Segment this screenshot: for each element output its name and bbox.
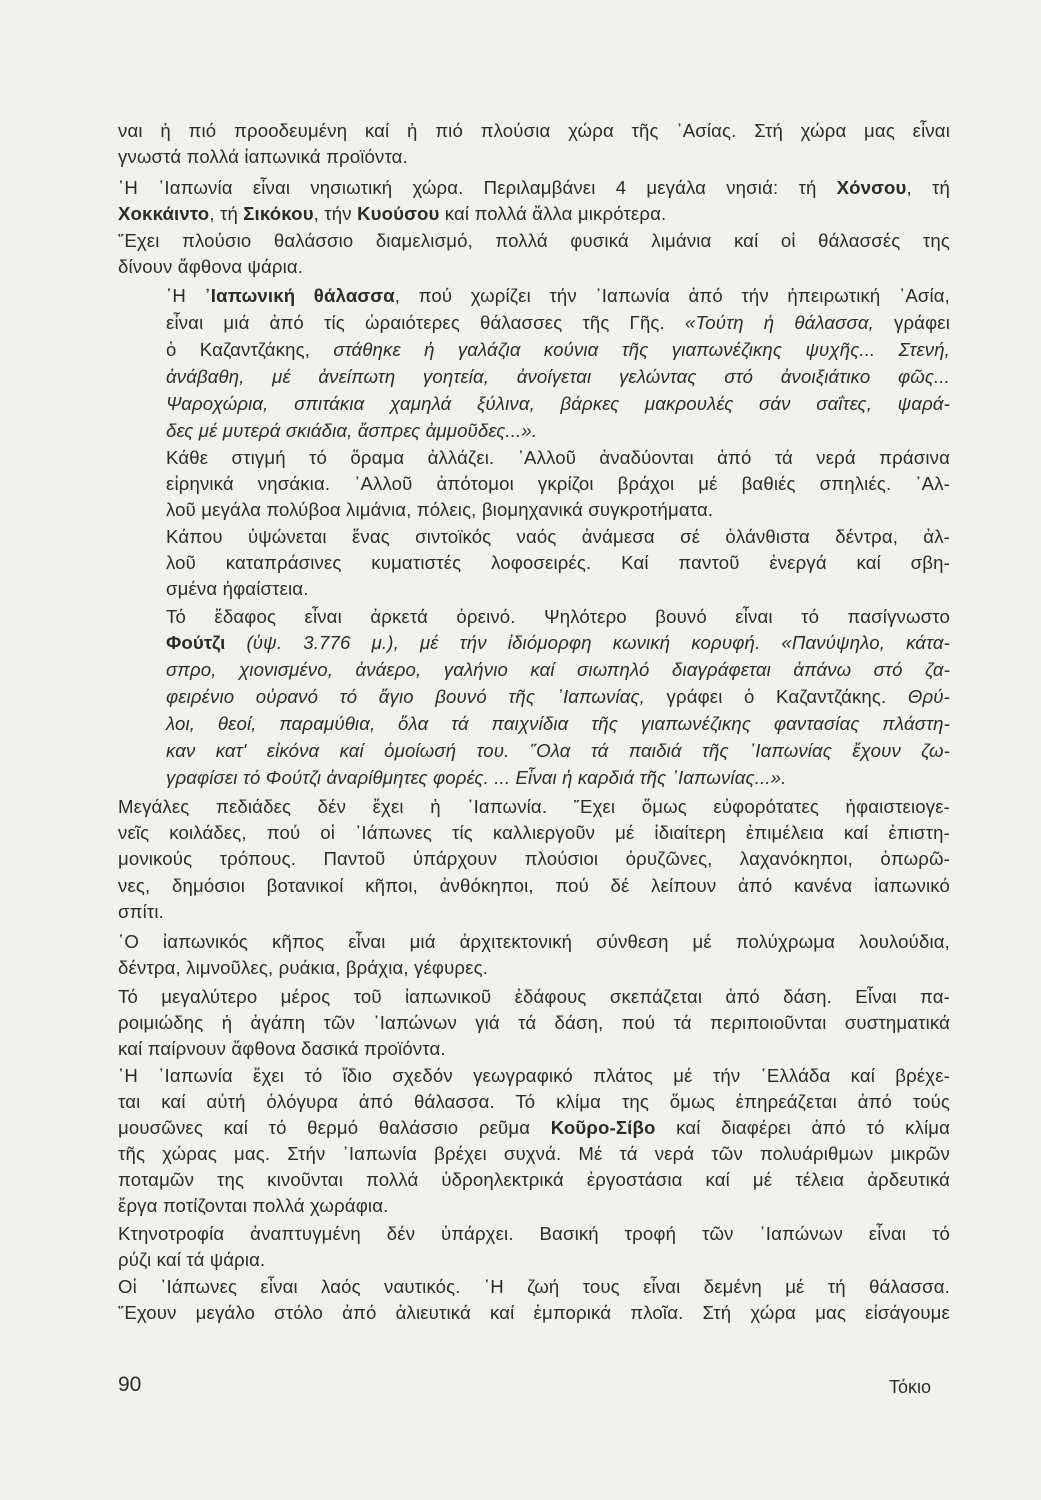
text-run: γνωστά πολλά ἰαπωνικά προϊόντα. [118,146,408,167]
italic-quote: Ψαροχώρια, σπιτάκια χαμηλά ξύλινα, βάρκες μακρουλές σάν σαΐτες, ψαρά- [166,393,950,414]
text-run: , τή [906,177,951,198]
text-line [118,1063,950,1089]
text-line [118,929,950,955]
text-line [118,955,950,981]
text-line [118,1167,950,1193]
text-line [118,254,950,280]
text-line [166,310,950,336]
text-run: καί διαφέρει ἀπό τό κλίμα [655,1117,951,1138]
italic-quote: ἀνάβαθη, μέ ἀνείπωτη γοητεία, ἀνοίγεται γελώντας στό ἀνοιξιάτικο φῶς... [166,366,950,387]
text-run: γράφει [873,312,950,333]
text-line [118,1036,950,1062]
text-line [166,604,950,630]
text-run: Τό ἔδαφος εἶναι ἀρκετά ὀρεινό. Ψηλότερο βουνό εἶναι τό πασίγνωστο [166,606,950,627]
page-number: 90 [118,1373,142,1396]
text-run: τῆς χώρας μας. Στήν ᾿Ιαπωνία βρέχει συχνά. Μέ τά νερά τῶν πολυάριθμων μικρῶν [118,1143,950,1164]
text-run: καί παίρνουν ἄφθονα δασικά προϊόντα. [118,1038,446,1059]
text-line [166,711,950,737]
text-run: ῎Εχουν μεγάλο στόλο ἀπό ἁλιευτικά καί ἐμπορικά πλοῖα. Στή χώρα μας εἰσάγουμε [118,1302,950,1323]
italic-quote: δες μέ μυτερά σκιάδια, ἄσπρες ἀμμοῦδες...». [166,420,538,441]
text-run: ναι ἡ πιό προοδευμένη καί ἡ πιό πλούσια χώρα τῆς ᾿Ασίας. Στή χώρα μας εἶναι [118,120,950,141]
text-run: νεῖς κοιλάδες, πού οἱ ᾿Ιάπωνες τίς καλλιεργοῦν μέ ἰδιαίτερη ἐπιμέλεια καί ἐπιστη- [118,822,950,843]
text-line [166,738,950,764]
running-title: Τόκιο [889,1377,932,1397]
text-run: ῾Ο ἰαπωνικός κῆπος εἶναι μιά ἀρχιτεκτονική σύνθεση μέ πολύχρωμα λουλούδια, [118,931,950,952]
text-line [118,1274,950,1300]
text-run: Τό μεγαλύτερο μέρος τοῦ ἰαπωνικοῦ ἐδάφους σκεπάζεται ἀπό δάση. Εἶναι πα- [118,986,950,1007]
text-line [166,471,950,497]
text-line [118,144,950,170]
italic-quote: φειρένιο οὐρανό τό ἅγιο βουνό τῆς ᾿Ιαπωνίας, [166,686,645,707]
bold-term: Σικόκου [243,203,314,224]
text-line [166,418,950,444]
text-run: σπίτι. [118,901,164,922]
text-run: ῎Εχει πλούσιο θαλάσσιο διαμελισμό, πολλά φυσικά λιμάνια καί οἱ θάλασσές της [118,230,950,251]
text-line [166,364,950,390]
text-line [118,228,950,254]
text-run: μονικούς τρόπους. Παντοῦ ὑπάρχουν πλούσιοι ὀρυζῶνες, λαχανόκηποι, ὀπωρῶ- [118,848,950,869]
text-run: Κτηνοτροφία ἀναπτυγμένη δέν ὑπάρχει. Βασική τροφή τῶν ᾿Ιαπώνων εἶναι τό [118,1223,950,1244]
text-run: Κάθε στιγμή τό ὅραμα ἀλλάζει. ᾿Αλλοῦ ἀναδύονται ἀπό τά νερά πράσινα [166,447,950,468]
text-line [166,497,950,523]
text-run: εἰρηνικά νησάκια. ᾿Αλλοῦ ἀπότομοι γκρίζοι βράχοι μέ βαθιές σπηλιές. ᾿Αλ- [166,473,950,494]
bold-term: ᾿Ιαπωνική θάλασσα [204,285,395,306]
text-run: Μεγάλες πεδιάδες δέν ἔχει ἡ ᾿Ιαπωνία. ῎Εχει ὅμως εὐφορότατες ἡφαιστειογε- [118,796,950,817]
text-line [166,576,950,602]
text-run: νες, δημόσιοι βοτανικοί κῆποι, ἀνθόκηποι, πού δέ λείπουν ἀπό κανένα ἰαπωνικό [118,875,950,896]
text-line [118,201,950,227]
text-line [166,550,950,576]
text-run: ρύζι καί τά ψάρια. [118,1249,266,1270]
text-run: ῾Η ᾿Ιαπωνία εἶναι νησιωτική χώρα. Περιλαμβάνει 4 μεγάλα νησιά: τή [118,177,837,198]
text-line [166,657,950,683]
text-line [166,684,950,710]
bold-term: Κοῦρο-Σίβο [550,1117,656,1138]
text-run: ται καί αὐτή ὁλόγυρα ἀπό θάλασσα. Τό κλίμα της ὅμως ἐπηρεάζεται ἀπό τούς [118,1091,950,1112]
text-run: μουσῶνες καί τό θερμό θαλάσσιο ρεῦμα [118,1117,551,1138]
text-run: ροιμιώδης ἡ ἀγάπη τῶν ᾿Ιαπώνων γιά τά δάση, πού τά περιποιοῦνται συστηματικά [118,1012,950,1033]
italic-quote: καν κατ' εἰκόνα καί ὁμοίωσή του. ῞Ολα τά παιδιά τῆς ᾿Ιαπωνίας ἔχουν ζω- [166,740,950,761]
text-run: ὁ Καζαντζάκης, [166,339,334,360]
italic-quote: γραφίσει τό Φούτζι ἀναρίθμητες φορές. ... Εἶναι ἡ καρδιά τῆς ᾿Ιαπωνίας...». [166,767,787,788]
text-line [118,1300,950,1326]
text-run: , τή [209,203,244,224]
text-line [118,1247,950,1273]
text-run: , τήν [313,203,358,224]
text-line [118,1141,950,1167]
text-line [118,175,950,201]
text-line [118,1089,950,1115]
italic-quote: σπρο, χιονισμένο, ἀνάερο, γαλήνιο καί σιωπηλό διαγράφεται ἀπάνω στό ζα- [166,659,950,680]
text-line [166,391,950,417]
text-line [118,846,950,872]
text-line [118,794,950,820]
italic-quote: «Τούτη ἡ θάλασσα, [684,312,874,333]
italic-quote: λοι, θεοί, παραμύθια, ὅλα τά παιχνίδια τῆς γιαπωνέζικης φαντασίας πλάστη- [166,713,950,734]
text-run: καί πολλά ἄλλα μικρότερα. [439,203,667,224]
text-line [118,1221,950,1247]
text-line [118,873,950,899]
bold-term: Κυούσου [357,203,440,224]
text-line [166,765,950,791]
text-run: ῾Η ᾿Ιαπωνία ἔχει τό ἴδιο σχεδόν γεωγραφικό πλάτος μέ τήν ῾Ελλάδα καί βρέχε- [118,1065,950,1086]
italic-quote: στάθηκε ἡ γαλάζια κούνια τῆς γιαπωνέζικης ψυχῆς... Στενή, [333,339,950,360]
bold-term: Φούτζι [166,632,226,653]
text-line [118,1010,950,1036]
text-line [118,984,950,1010]
text-run: Οἱ ᾿Ιάπωνες εἶναι λαός ναυτικός. ῾Η ζωή τους εἶναι δεμένη μέ τή θάλασσα. [118,1276,950,1297]
text-line [118,899,950,925]
text-line [166,283,950,309]
text-run: δέντρα, λιμνοῦλες, ρυάκια, βράχια, γέφυρες. [118,957,489,978]
text-line [118,118,950,144]
bold-term: Χόνσου [836,177,907,198]
text-run: ποταμῶν της κινοῦνται πολλά ὑδροηλεκτρικά ἐργοστάσια καί μέ τέλεια ἀρδευτικά [118,1169,950,1190]
text-line [118,820,950,846]
italic-quote: Θρύ- [907,686,950,707]
text-run: εἶναι μιά ἀπό τίς ὡραιότερες θάλασσες τῆς Γῆς. [166,312,685,333]
text-run: λοῦ μεγάλα πολύβοα λιμάνια, πόλεις, βιομηχανικά συγκροτήματα. [166,499,714,520]
text-run: Κάπου ὑψώνεται ἕνας σιντοϊκός ναός ἀνάμεσα σέ ὁλάνθιστα δέντρα, ἀλ- [166,526,950,547]
text-run: , πού χωρίζει τήν ᾿Ιαπωνία ἀπό τήν ἠπειρωτική ᾿Ασία, [394,285,950,306]
text-line [166,524,950,550]
text-line [118,1115,950,1141]
text-run: ἔργα ποτίζονται πολλά χωράφια. [118,1195,389,1216]
text-run: γράφει ὁ Καζαντζάκης. [645,686,908,707]
text-line [166,337,950,363]
text-run: δίνουν ἄφθονα ψάρια. [118,256,304,277]
text-line [166,630,950,656]
text-line [166,445,950,471]
text-run: σμένα ἡφαίστεια. [166,578,309,599]
text-run: ῾Η [166,285,205,306]
italic-quote: (ὑψ. 3.776 μ.), μέ τήν ἰδιόμορφη κωνική κορυφή. «Πανύψηλο, κάτα- [225,632,950,653]
text-line [118,1193,950,1219]
bold-term: Χοκκάιντο [118,203,210,224]
text-run: λοῦ καταπράσινες κυματιστές λοφοσειρές. Καί παντοῦ ἐνεργά καί σβη- [166,552,950,573]
